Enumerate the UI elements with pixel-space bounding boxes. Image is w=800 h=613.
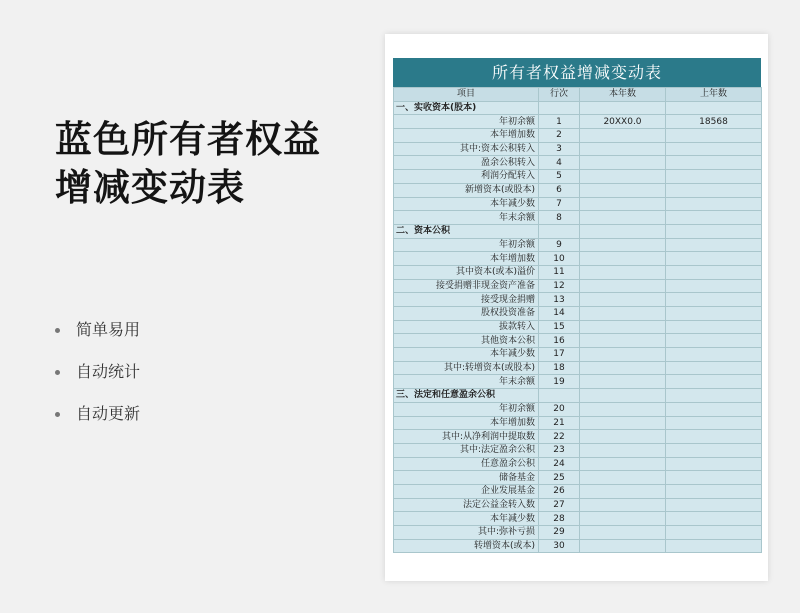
current-year-cell[interactable] <box>580 348 666 362</box>
item-label[interactable]: 年末余额 <box>394 211 539 225</box>
prior-year-cell[interactable] <box>666 430 762 444</box>
feature-item <box>55 351 140 393</box>
prior-year-cell[interactable] <box>666 539 762 553</box>
item-label[interactable]: 其中:法定盈余公积 <box>394 443 539 457</box>
line-cell[interactable] <box>539 101 580 115</box>
table-row <box>394 512 762 526</box>
table-row <box>394 115 762 129</box>
table-row <box>394 156 762 170</box>
table-row <box>394 348 762 362</box>
prior-year-cell[interactable] <box>666 334 762 348</box>
table-row <box>394 402 762 416</box>
section-label[interactable]: 一、实收资本(股本) <box>394 101 539 115</box>
current-year-cell[interactable] <box>580 471 666 485</box>
prior-year-cell[interactable] <box>666 348 762 362</box>
line-cell[interactable]: 25 <box>539 471 580 485</box>
line-cell[interactable]: 1 <box>539 115 580 129</box>
current-year-cell[interactable] <box>580 252 666 266</box>
line-cell[interactable]: 22 <box>539 430 580 444</box>
line-cell[interactable]: 21 <box>539 416 580 430</box>
sheet-title: 所有者权益增减变动表 <box>393 58 761 87</box>
line-cell[interactable] <box>539 224 580 238</box>
table-row <box>394 211 762 225</box>
table-row <box>394 334 762 348</box>
item-label[interactable]: 其中:从净利润中提取数 <box>394 430 539 444</box>
table-row <box>394 279 762 293</box>
table-row <box>394 430 762 444</box>
table-row <box>394 375 762 389</box>
line-cell[interactable]: 16 <box>539 334 580 348</box>
section-label[interactable]: 三、法定和任意盈余公积 <box>394 389 539 403</box>
prior-year-cell[interactable] <box>666 320 762 334</box>
table-area <box>393 58 761 553</box>
table-row <box>394 443 762 457</box>
prior-year-cell[interactable] <box>666 142 762 156</box>
line-cell[interactable] <box>539 389 580 403</box>
current-year-cell[interactable] <box>580 307 666 321</box>
current-year-cell[interactable] <box>580 211 666 225</box>
prior-year-cell[interactable] <box>666 170 762 184</box>
prior-year-cell[interactable] <box>666 279 762 293</box>
promo-title <box>55 116 375 212</box>
feature-label: 自动更新 <box>76 404 141 423</box>
current-year-cell[interactable] <box>580 334 666 348</box>
section-row <box>394 389 762 403</box>
current-year-cell[interactable] <box>580 484 666 498</box>
table-row <box>394 320 762 334</box>
item-label[interactable]: 其中:弥补亏损 <box>394 526 539 540</box>
line-cell[interactable]: 9 <box>539 238 580 252</box>
bullet-icon <box>55 328 60 333</box>
prior-year-cell[interactable] <box>666 101 762 115</box>
current-year-cell[interactable] <box>580 101 666 115</box>
table-row <box>394 197 762 211</box>
prior-year-cell[interactable] <box>666 156 762 170</box>
current-year-cell[interactable] <box>580 170 666 184</box>
line-cell[interactable]: 24 <box>539 457 580 471</box>
equity-table <box>393 87 762 553</box>
line-cell[interactable]: 18 <box>539 361 580 375</box>
table-row <box>394 183 762 197</box>
line-cell[interactable]: 17 <box>539 348 580 362</box>
header-line-no: 行次 <box>539 88 580 102</box>
feature-list <box>55 309 140 435</box>
current-year-cell[interactable] <box>580 293 666 307</box>
item-label[interactable]: 本年减少数 <box>394 197 539 211</box>
line-cell[interactable]: 13 <box>539 293 580 307</box>
prior-year-cell[interactable] <box>666 252 762 266</box>
current-year-cell[interactable] <box>580 430 666 444</box>
bullet-icon <box>55 412 60 417</box>
prior-year-cell[interactable] <box>666 512 762 526</box>
current-year-cell[interactable] <box>580 265 666 279</box>
item-label[interactable]: 储备基金 <box>394 471 539 485</box>
prior-year-cell[interactable]: 18568 <box>666 115 762 129</box>
line-cell[interactable]: 15 <box>539 320 580 334</box>
line-cell[interactable]: 8 <box>539 211 580 225</box>
prior-year-cell[interactable] <box>666 224 762 238</box>
line-cell[interactable]: 11 <box>539 265 580 279</box>
item-label[interactable]: 任意盈余公积 <box>394 457 539 471</box>
item-label[interactable]: 本年增加数 <box>394 416 539 430</box>
table-row <box>394 526 762 540</box>
line-cell[interactable]: 28 <box>539 512 580 526</box>
item-label[interactable]: 接受现金捐赠 <box>394 293 539 307</box>
item-label[interactable]: 本年增加数 <box>394 129 539 143</box>
item-label[interactable]: 盈余公积转入 <box>394 156 539 170</box>
line-cell[interactable]: 26 <box>539 484 580 498</box>
current-year-cell[interactable] <box>580 279 666 293</box>
table-row <box>394 307 762 321</box>
item-label[interactable]: 拔款转入 <box>394 320 539 334</box>
prior-year-cell[interactable] <box>666 498 762 512</box>
prior-year-cell[interactable] <box>666 293 762 307</box>
prior-year-cell[interactable] <box>666 375 762 389</box>
prior-year-cell[interactable] <box>666 307 762 321</box>
current-year-cell[interactable] <box>580 375 666 389</box>
line-cell[interactable]: 27 <box>539 498 580 512</box>
line-cell[interactable]: 14 <box>539 307 580 321</box>
promo-title-line2: 增减变动表 <box>55 166 245 209</box>
item-label[interactable]: 年初余额 <box>394 238 539 252</box>
table-row <box>394 293 762 307</box>
item-label[interactable]: 接受捐赠非现金资产准备 <box>394 279 539 293</box>
prior-year-cell[interactable] <box>666 484 762 498</box>
current-year-cell[interactable] <box>580 402 666 416</box>
current-year-cell[interactable] <box>580 238 666 252</box>
current-year-cell[interactable] <box>580 526 666 540</box>
section-label[interactable]: 二、资本公积 <box>394 224 539 238</box>
prior-year-cell[interactable] <box>666 443 762 457</box>
item-label[interactable]: 股权投资准备 <box>394 307 539 321</box>
current-year-cell[interactable] <box>580 320 666 334</box>
current-year-cell[interactable]: 20XX0.0 <box>580 115 666 129</box>
table-header-row <box>394 88 762 102</box>
item-label[interactable]: 本年增加数 <box>394 252 539 266</box>
prior-year-cell[interactable] <box>666 129 762 143</box>
prior-year-cell[interactable] <box>666 211 762 225</box>
current-year-cell[interactable] <box>580 129 666 143</box>
table-row <box>394 142 762 156</box>
prior-year-cell[interactable] <box>666 402 762 416</box>
table-row <box>394 539 762 553</box>
header-prior-year: 上年数 <box>666 88 762 102</box>
table-row <box>394 457 762 471</box>
prior-year-cell[interactable] <box>666 416 762 430</box>
current-year-cell[interactable] <box>580 197 666 211</box>
prior-year-cell[interactable] <box>666 389 762 403</box>
current-year-cell[interactable] <box>580 443 666 457</box>
table-row <box>394 252 762 266</box>
feature-item <box>55 393 140 435</box>
table-row <box>394 416 762 430</box>
current-year-cell[interactable] <box>580 142 666 156</box>
line-cell[interactable]: 12 <box>539 279 580 293</box>
prior-year-cell[interactable] <box>666 238 762 252</box>
current-year-cell[interactable] <box>580 183 666 197</box>
spreadsheet-preview <box>385 34 768 581</box>
line-cell[interactable]: 19 <box>539 375 580 389</box>
item-label[interactable]: 企业发展基金 <box>394 484 539 498</box>
item-label[interactable]: 本年减少数 <box>394 348 539 362</box>
current-year-cell[interactable] <box>580 457 666 471</box>
line-cell[interactable]: 20 <box>539 402 580 416</box>
header-item: 项目 <box>394 88 539 102</box>
section-row <box>394 101 762 115</box>
prior-year-cell[interactable] <box>666 457 762 471</box>
current-year-cell[interactable] <box>580 512 666 526</box>
line-cell[interactable]: 23 <box>539 443 580 457</box>
prior-year-cell[interactable] <box>666 361 762 375</box>
item-label[interactable]: 新增资本(或股本) <box>394 183 539 197</box>
current-year-cell[interactable] <box>580 156 666 170</box>
item-label[interactable]: 本年减少数 <box>394 512 539 526</box>
item-label[interactable]: 其他资本公积 <box>394 334 539 348</box>
feature-item <box>55 309 140 351</box>
line-cell[interactable]: 7 <box>539 197 580 211</box>
current-year-cell[interactable] <box>580 224 666 238</box>
item-label[interactable]: 其中:资本公积转入 <box>394 142 539 156</box>
line-cell[interactable]: 4 <box>539 156 580 170</box>
prior-year-cell[interactable] <box>666 526 762 540</box>
table-row <box>394 129 762 143</box>
bullet-icon <box>55 370 60 375</box>
line-cell[interactable]: 6 <box>539 183 580 197</box>
item-label[interactable]: 年初余额 <box>394 115 539 129</box>
prior-year-cell[interactable] <box>666 265 762 279</box>
line-cell[interactable]: 10 <box>539 252 580 266</box>
prior-year-cell[interactable] <box>666 183 762 197</box>
table-row <box>394 265 762 279</box>
prior-year-cell[interactable] <box>666 197 762 211</box>
table-row <box>394 498 762 512</box>
item-label[interactable]: 其中资本(或本)溢价 <box>394 265 539 279</box>
section-row <box>394 224 762 238</box>
line-cell[interactable]: 2 <box>539 129 580 143</box>
item-label[interactable]: 年初余额 <box>394 402 539 416</box>
table-row <box>394 471 762 485</box>
table-row <box>394 170 762 184</box>
item-label[interactable]: 其中:转增资本(或股本) <box>394 361 539 375</box>
table-row <box>394 361 762 375</box>
header-current-year: 本年数 <box>580 88 666 102</box>
current-year-cell[interactable] <box>580 416 666 430</box>
current-year-cell[interactable] <box>580 539 666 553</box>
table-row <box>394 484 762 498</box>
prior-year-cell[interactable] <box>666 471 762 485</box>
item-label[interactable]: 法定公益金转入数 <box>394 498 539 512</box>
promo-title-line1: 蓝色所有者权益 <box>55 118 321 161</box>
item-label[interactable]: 转增资本(或本) <box>394 539 539 553</box>
feature-label: 简单易用 <box>76 320 141 339</box>
current-year-cell[interactable] <box>580 498 666 512</box>
item-label[interactable]: 年末余额 <box>394 375 539 389</box>
line-cell[interactable]: 5 <box>539 170 580 184</box>
line-cell[interactable]: 3 <box>539 142 580 156</box>
table-row <box>394 238 762 252</box>
line-cell[interactable]: 30 <box>539 539 580 553</box>
item-label[interactable]: 利润分配转入 <box>394 170 539 184</box>
feature-label: 自动统计 <box>76 362 141 381</box>
current-year-cell[interactable] <box>580 389 666 403</box>
line-cell[interactable]: 29 <box>539 526 580 540</box>
current-year-cell[interactable] <box>580 361 666 375</box>
